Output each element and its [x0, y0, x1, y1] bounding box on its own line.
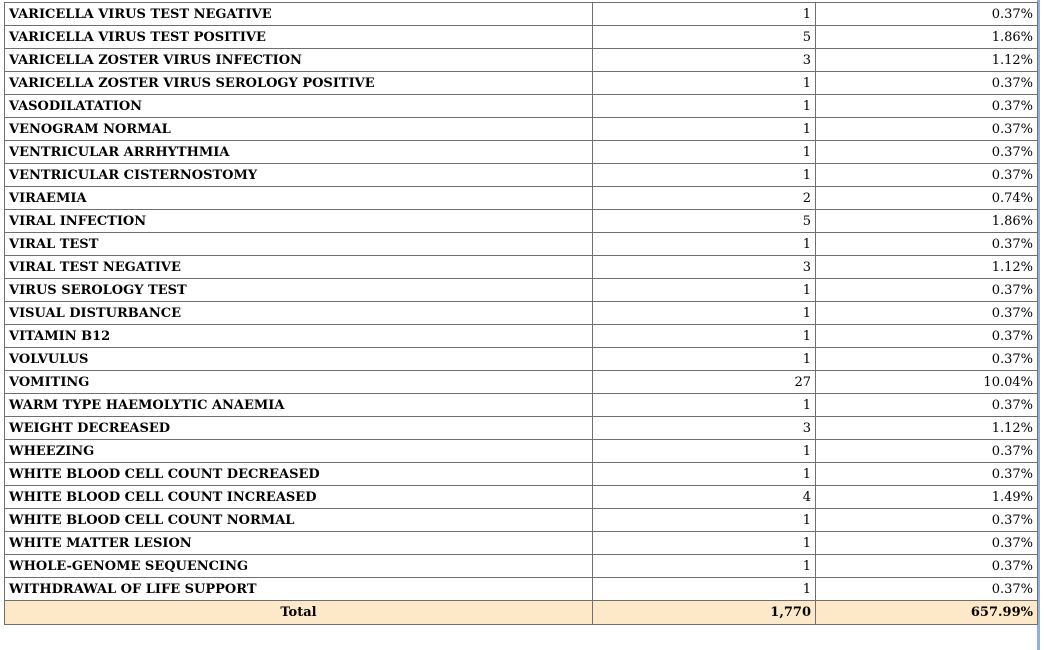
- table-row: [5, 417, 1038, 440]
- event-term-cell: VIRAL TEST NEGATIVE: [5, 256, 593, 279]
- event-count-cell: 1: [593, 302, 816, 325]
- event-percent-cell: 0.37%: [816, 118, 1038, 141]
- event-count-cell: 1: [593, 348, 816, 371]
- event-percent-cell: 0.37%: [816, 302, 1038, 325]
- event-term-cell: WHOLE-GENOME SEQUENCING: [5, 555, 593, 578]
- event-percent-cell: 1.49%: [816, 486, 1038, 509]
- event-count-cell: 1: [593, 279, 816, 302]
- event-term-cell: VENTRICULAR ARRHYTHMIA: [5, 141, 593, 164]
- table-row: [5, 118, 1038, 141]
- table-row: [5, 49, 1038, 72]
- event-term-cell: WHITE MATTER LESION: [5, 532, 593, 555]
- table-row: [5, 141, 1038, 164]
- table-body: [5, 3, 1038, 625]
- table-row: [5, 509, 1038, 532]
- table-row: [5, 463, 1038, 486]
- table-row: [5, 164, 1038, 187]
- event-term-cell: WHITE BLOOD CELL COUNT DECREASED: [5, 463, 593, 486]
- event-term-cell: VENTRICULAR CISTERNOSTOMY: [5, 164, 593, 187]
- table-row: [5, 256, 1038, 279]
- event-term-cell: VOMITING: [5, 371, 593, 394]
- table-row: [5, 325, 1038, 348]
- event-term-cell: WHEEZING: [5, 440, 593, 463]
- table-row: [5, 486, 1038, 509]
- event-percent-cell: 1.86%: [816, 26, 1038, 49]
- event-count-cell: 3: [593, 417, 816, 440]
- event-percent-cell: 0.37%: [816, 394, 1038, 417]
- table-row: [5, 371, 1038, 394]
- event-percent-cell: 10.04%: [816, 371, 1038, 394]
- event-term-cell: WHITE BLOOD CELL COUNT INCREASED: [5, 486, 593, 509]
- event-term-cell: WHITE BLOOD CELL COUNT NORMAL: [5, 509, 593, 532]
- event-count-cell: 27: [593, 371, 816, 394]
- event-percent-cell: 0.37%: [816, 509, 1038, 532]
- event-term-cell: VIRUS SEROLOGY TEST: [5, 279, 593, 302]
- total-percent: 657.99%: [816, 601, 1038, 625]
- table-row: [5, 348, 1038, 371]
- event-term-cell: WITHDRAWAL OF LIFE SUPPORT: [5, 578, 593, 601]
- event-percent-cell: 1.86%: [816, 210, 1038, 233]
- event-percent-cell: 0.37%: [816, 348, 1038, 371]
- table-row: [5, 95, 1038, 118]
- event-term-cell: VISUAL DISTURBANCE: [5, 302, 593, 325]
- event-percent-cell: 0.37%: [816, 440, 1038, 463]
- event-count-cell: 1: [593, 3, 816, 26]
- event-percent-cell: 0.37%: [816, 233, 1038, 256]
- event-percent-cell: 0.37%: [816, 325, 1038, 348]
- table-row: [5, 26, 1038, 49]
- event-count-cell: 1: [593, 118, 816, 141]
- event-term-cell: VIRAL TEST: [5, 233, 593, 256]
- event-term-cell: VASODILATATION: [5, 95, 593, 118]
- event-term-cell: VITAMIN B12: [5, 325, 593, 348]
- event-count-cell: 3: [593, 256, 816, 279]
- event-percent-cell: 0.37%: [816, 3, 1038, 26]
- event-count-cell: 1: [593, 164, 816, 187]
- table-row: [5, 233, 1038, 256]
- event-term-cell: WEIGHT DECREASED: [5, 417, 593, 440]
- table-row: [5, 555, 1038, 578]
- table-row: [5, 187, 1038, 210]
- table-row: [5, 440, 1038, 463]
- event-count-cell: 5: [593, 210, 816, 233]
- event-count-cell: 1: [593, 509, 816, 532]
- event-count-cell: 1: [593, 394, 816, 417]
- event-count-cell: 1: [593, 233, 816, 256]
- event-percent-cell: 0.37%: [816, 141, 1038, 164]
- adverse-event-table: [4, 2, 1038, 625]
- event-percent-cell: 0.37%: [816, 164, 1038, 187]
- event-percent-cell: 0.37%: [816, 95, 1038, 118]
- event-count-cell: 1: [593, 95, 816, 118]
- event-percent-cell: 0.37%: [816, 578, 1038, 601]
- event-percent-cell: 0.37%: [816, 72, 1038, 95]
- event-count-cell: 1: [593, 72, 816, 95]
- event-percent-cell: 1.12%: [816, 256, 1038, 279]
- event-term-cell: VOLVULUS: [5, 348, 593, 371]
- event-percent-cell: 0.37%: [816, 463, 1038, 486]
- table-row: [5, 532, 1038, 555]
- total-label: Total: [5, 601, 593, 625]
- event-count-cell: 4: [593, 486, 816, 509]
- total-row: [5, 601, 1038, 625]
- table-row: [5, 72, 1038, 95]
- event-count-cell: 1: [593, 532, 816, 555]
- table-row: [5, 302, 1038, 325]
- event-term-cell: VARICELLA VIRUS TEST NEGATIVE: [5, 3, 593, 26]
- table-row: [5, 279, 1038, 302]
- event-percent-cell: 0.74%: [816, 187, 1038, 210]
- event-term-cell: VARICELLA VIRUS TEST POSITIVE: [5, 26, 593, 49]
- event-term-cell: VARICELLA ZOSTER VIRUS SEROLOGY POSITIVE: [5, 72, 593, 95]
- event-percent-cell: 0.37%: [816, 279, 1038, 302]
- table-row: [5, 394, 1038, 417]
- event-term-cell: VENOGRAM NORMAL: [5, 118, 593, 141]
- table-row: [5, 578, 1038, 601]
- event-percent-cell: 0.37%: [816, 555, 1038, 578]
- event-percent-cell: 0.37%: [816, 532, 1038, 555]
- event-term-cell: VIRAL INFECTION: [5, 210, 593, 233]
- event-count-cell: 2: [593, 187, 816, 210]
- event-count-cell: 1: [593, 463, 816, 486]
- event-percent-cell: 1.12%: [816, 49, 1038, 72]
- event-percent-cell: 1.12%: [816, 417, 1038, 440]
- event-term-cell: VIRAEMIA: [5, 187, 593, 210]
- event-term-cell: WARM TYPE HAEMOLYTIC ANAEMIA: [5, 394, 593, 417]
- event-count-cell: 1: [593, 578, 816, 601]
- event-count-cell: 3: [593, 49, 816, 72]
- event-term-cell: VARICELLA ZOSTER VIRUS INFECTION: [5, 49, 593, 72]
- event-count-cell: 1: [593, 555, 816, 578]
- event-count-cell: 1: [593, 141, 816, 164]
- event-count-cell: 1: [593, 325, 816, 348]
- event-count-cell: 5: [593, 26, 816, 49]
- table-row: [5, 3, 1038, 26]
- total-count: 1,770: [593, 601, 816, 625]
- table-row: [5, 210, 1038, 233]
- event-count-cell: 1: [593, 440, 816, 463]
